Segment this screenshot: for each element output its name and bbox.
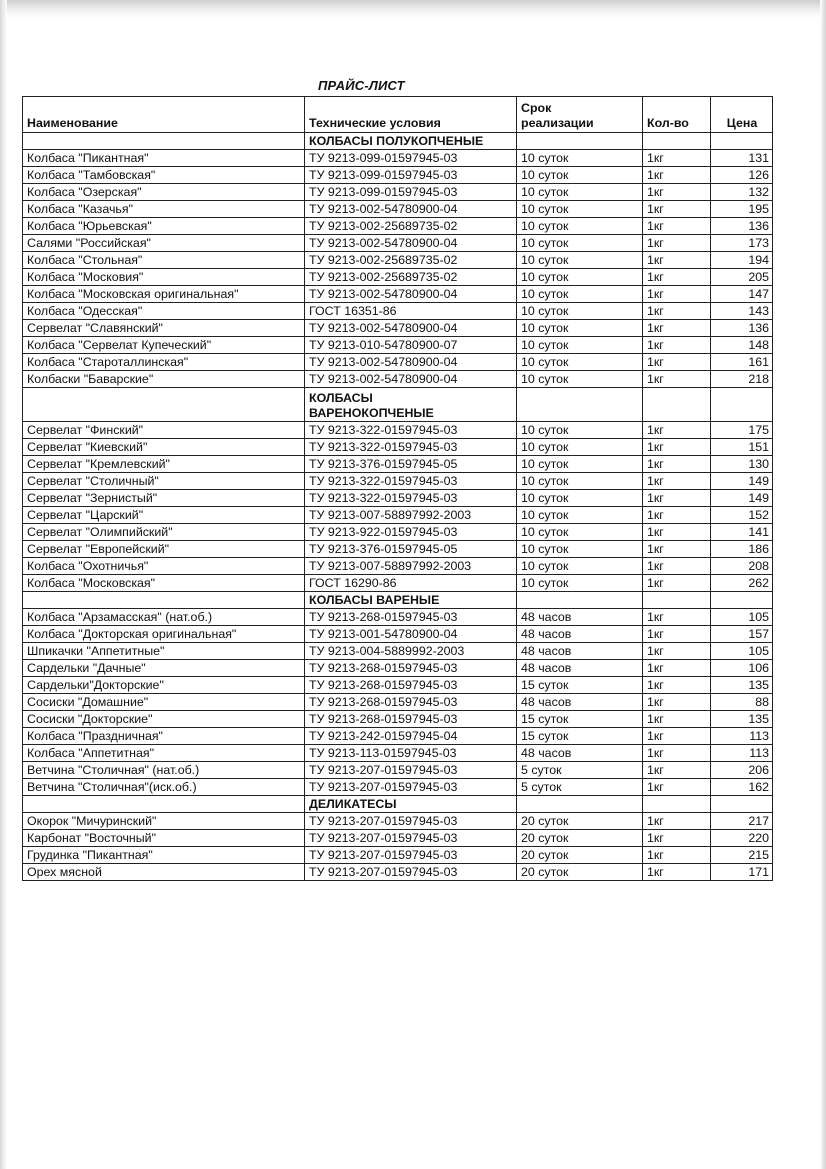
table-row bbox=[23, 507, 773, 524]
product-price: 126 bbox=[711, 167, 773, 184]
section-empty-cell bbox=[643, 592, 711, 609]
section-empty-cell bbox=[517, 388, 643, 422]
product-term: 20 суток bbox=[517, 864, 643, 881]
section-empty-cell bbox=[23, 796, 305, 813]
product-name: Сосиски "Домашние" bbox=[23, 694, 305, 711]
product-qty: 1кг bbox=[643, 167, 711, 184]
section-title bbox=[305, 796, 517, 813]
product-name: Сосиски "Докторские" bbox=[23, 711, 305, 728]
section-empty-cell bbox=[711, 133, 773, 150]
product-qty: 1кг bbox=[643, 201, 711, 218]
product-term: 10 суток bbox=[517, 252, 643, 269]
section-empty-cell bbox=[711, 796, 773, 813]
product-spec: ТУ 9213-322-01597945-03 bbox=[305, 422, 517, 439]
product-name: Сервелат "Киевский" bbox=[23, 439, 305, 456]
table-row bbox=[23, 762, 773, 779]
table-row bbox=[23, 524, 773, 541]
product-term: 10 суток bbox=[517, 337, 643, 354]
product-term: 48 часов bbox=[517, 643, 643, 660]
product-qty: 1кг bbox=[643, 490, 711, 507]
product-name: Сервелат "Финский" bbox=[23, 422, 305, 439]
product-term: 10 суток bbox=[517, 541, 643, 558]
product-spec: ТУ 9213-099-01597945-03 bbox=[305, 150, 517, 167]
product-term: 20 суток bbox=[517, 813, 643, 830]
product-name: Карбонат "Восточный" bbox=[23, 830, 305, 847]
product-price: 113 bbox=[711, 745, 773, 762]
product-spec: ТУ 9213-010-54780900-07 bbox=[305, 337, 517, 354]
product-price: 186 bbox=[711, 541, 773, 558]
table-row bbox=[23, 677, 773, 694]
table-row bbox=[23, 711, 773, 728]
table-row bbox=[23, 201, 773, 218]
product-qty: 1кг bbox=[643, 371, 711, 388]
table-row bbox=[23, 371, 773, 388]
product-price: 162 bbox=[711, 779, 773, 796]
table-row bbox=[23, 337, 773, 354]
product-price: 130 bbox=[711, 456, 773, 473]
product-term: 10 суток bbox=[517, 320, 643, 337]
table-row bbox=[23, 456, 773, 473]
product-name: Сардельки "Дачные" bbox=[23, 660, 305, 677]
product-name: Ветчина "Столичная" (нат.об.) bbox=[23, 762, 305, 779]
section-empty-cell bbox=[517, 796, 643, 813]
product-price: 136 bbox=[711, 218, 773, 235]
product-name: Орех мясной bbox=[23, 864, 305, 881]
product-price: 131 bbox=[711, 150, 773, 167]
product-term: 10 суток bbox=[517, 473, 643, 490]
table-row bbox=[23, 813, 773, 830]
product-name: Сардельки"Докторские" bbox=[23, 677, 305, 694]
product-price: 143 bbox=[711, 303, 773, 320]
product-spec: ТУ 9213-922-01597945-03 bbox=[305, 524, 517, 541]
product-price: 88 bbox=[711, 694, 773, 711]
product-name: Колбаса "Юрьевская" bbox=[23, 218, 305, 235]
product-qty: 1кг bbox=[643, 575, 711, 592]
product-term: 10 суток bbox=[517, 303, 643, 320]
table-row bbox=[23, 626, 773, 643]
table-row bbox=[23, 184, 773, 201]
product-price: 173 bbox=[711, 235, 773, 252]
product-qty: 1кг bbox=[643, 252, 711, 269]
product-term: 10 суток bbox=[517, 269, 643, 286]
product-price: 171 bbox=[711, 864, 773, 881]
section-empty-cell bbox=[23, 388, 305, 422]
product-price: 157 bbox=[711, 626, 773, 643]
product-qty: 1кг bbox=[643, 150, 711, 167]
product-price: 147 bbox=[711, 286, 773, 303]
table-row bbox=[23, 422, 773, 439]
product-name: Колбаса "Тамбовская" bbox=[23, 167, 305, 184]
product-name: Сервелат "Славянский" bbox=[23, 320, 305, 337]
table-row bbox=[23, 320, 773, 337]
product-price: 135 bbox=[711, 711, 773, 728]
product-spec: ТУ 9213-376-01597945-05 bbox=[305, 456, 517, 473]
product-price: 175 bbox=[711, 422, 773, 439]
product-qty: 1кг bbox=[643, 541, 711, 558]
product-qty: 1кг bbox=[643, 456, 711, 473]
product-price: 105 bbox=[711, 643, 773, 660]
product-term: 48 часов bbox=[517, 626, 643, 643]
product-spec: ТУ 9213-207-01597945-03 bbox=[305, 847, 517, 864]
price-table-body bbox=[23, 97, 773, 881]
product-term: 10 суток bbox=[517, 507, 643, 524]
product-qty: 1кг bbox=[643, 422, 711, 439]
section-title bbox=[305, 388, 517, 422]
table-row bbox=[23, 354, 773, 371]
table-row bbox=[23, 269, 773, 286]
table-row bbox=[23, 473, 773, 490]
product-name: Колбаса "Московская оригинальная" bbox=[23, 286, 305, 303]
product-qty: 1кг bbox=[643, 184, 711, 201]
product-name: Колбаса "Московская" bbox=[23, 575, 305, 592]
product-spec: ГОСТ 16351-86 bbox=[305, 303, 517, 320]
product-spec: ТУ 9213-007-58897992-2003 bbox=[305, 558, 517, 575]
product-term: 48 часов bbox=[517, 694, 643, 711]
product-spec: ТУ 9213-007-58897992-2003 bbox=[305, 507, 517, 524]
product-price: 141 bbox=[711, 524, 773, 541]
product-name: Окорок "Мичуринский" bbox=[23, 813, 305, 830]
product-price: 149 bbox=[711, 473, 773, 490]
table-row bbox=[23, 490, 773, 507]
product-term: 10 суток bbox=[517, 218, 643, 235]
product-qty: 1кг bbox=[643, 303, 711, 320]
table-row bbox=[23, 643, 773, 660]
table-row bbox=[23, 235, 773, 252]
product-qty: 1кг bbox=[643, 507, 711, 524]
product-name: Колбаса "Сервелат Купеческий" bbox=[23, 337, 305, 354]
product-qty: 1кг bbox=[643, 643, 711, 660]
table-row bbox=[23, 864, 773, 881]
table-row bbox=[23, 609, 773, 626]
section-empty-cell bbox=[517, 133, 643, 150]
table-row bbox=[23, 286, 773, 303]
product-name: Сервелат "Кремлевский" bbox=[23, 456, 305, 473]
product-spec: ТУ 9213-001-54780900-04 bbox=[305, 626, 517, 643]
product-price: 208 bbox=[711, 558, 773, 575]
product-spec: ТУ 9213-002-54780900-04 bbox=[305, 201, 517, 218]
product-price: 161 bbox=[711, 354, 773, 371]
table-row bbox=[23, 252, 773, 269]
header-name: Наименование bbox=[23, 97, 305, 133]
product-name: Колбаса "Казачья" bbox=[23, 201, 305, 218]
product-term: 10 суток bbox=[517, 371, 643, 388]
product-spec: ТУ 9213-268-01597945-03 bbox=[305, 677, 517, 694]
table-row bbox=[23, 830, 773, 847]
section-empty-cell bbox=[23, 592, 305, 609]
product-price: 215 bbox=[711, 847, 773, 864]
product-spec: ТУ 9213-207-01597945-03 bbox=[305, 762, 517, 779]
product-qty: 1кг bbox=[643, 609, 711, 626]
product-qty: 1кг bbox=[643, 286, 711, 303]
table-row bbox=[23, 575, 773, 592]
product-name: Грудинка "Пикантная" bbox=[23, 847, 305, 864]
product-term: 10 суток bbox=[517, 167, 643, 184]
product-spec: ТУ 9213-207-01597945-03 bbox=[305, 779, 517, 796]
product-spec: ТУ 9213-322-01597945-03 bbox=[305, 439, 517, 456]
product-spec: ТУ 9213-268-01597945-03 bbox=[305, 609, 517, 626]
product-spec: ТУ 9213-322-01597945-03 bbox=[305, 490, 517, 507]
product-name: Колбаса "Стольная" bbox=[23, 252, 305, 269]
product-term: 10 суток bbox=[517, 524, 643, 541]
product-spec: ТУ 9213-002-25689735-02 bbox=[305, 269, 517, 286]
product-spec: ТУ 9213-004-5889992-2003 bbox=[305, 643, 517, 660]
product-spec: ТУ 9213-322-01597945-03 bbox=[305, 473, 517, 490]
product-price: 135 bbox=[711, 677, 773, 694]
product-name: Колбаса "Докторская оригинальная" bbox=[23, 626, 305, 643]
product-term: 10 суток bbox=[517, 354, 643, 371]
product-term: 10 суток bbox=[517, 558, 643, 575]
header-term-line1: Срок bbox=[521, 101, 552, 115]
product-spec: ТУ 9213-002-54780900-04 bbox=[305, 235, 517, 252]
product-name: Колбаса "Одесская" bbox=[23, 303, 305, 320]
product-qty: 1кг bbox=[643, 762, 711, 779]
product-price: 206 bbox=[711, 762, 773, 779]
product-price: 151 bbox=[711, 439, 773, 456]
product-name: Колбаса "Староталлинская" bbox=[23, 354, 305, 371]
product-name: Сервелат "Царский" bbox=[23, 507, 305, 524]
product-name: Сервелат "Олимпийский" bbox=[23, 524, 305, 541]
scan-shadow-top bbox=[0, 0, 826, 18]
product-name: Ветчина "Столичная"(иск.об.) bbox=[23, 779, 305, 796]
table-row bbox=[23, 439, 773, 456]
product-spec: ТУ 9213-207-01597945-03 bbox=[305, 830, 517, 847]
table-row bbox=[23, 779, 773, 796]
product-term: 10 суток bbox=[517, 490, 643, 507]
header-term bbox=[517, 97, 643, 133]
product-qty: 1кг bbox=[643, 694, 711, 711]
product-price: 106 bbox=[711, 660, 773, 677]
product-qty: 1кг bbox=[643, 847, 711, 864]
product-term: 15 суток bbox=[517, 711, 643, 728]
product-spec: ТУ 9213-099-01597945-03 bbox=[305, 167, 517, 184]
product-spec: ТУ 9213-002-54780900-04 bbox=[305, 371, 517, 388]
product-term: 48 часов bbox=[517, 745, 643, 762]
section-title bbox=[305, 592, 517, 609]
product-term: 10 суток bbox=[517, 184, 643, 201]
product-price: 217 bbox=[711, 813, 773, 830]
product-name: Колбаса "Аппетитная" bbox=[23, 745, 305, 762]
product-name: Колбаса "Охотничья" bbox=[23, 558, 305, 575]
table-row bbox=[23, 660, 773, 677]
section-title-line: КОЛБАСЫ ПОЛУКОПЧЕНЫЕ bbox=[309, 134, 484, 148]
product-term: 10 суток bbox=[517, 286, 643, 303]
product-qty: 1кг bbox=[643, 779, 711, 796]
product-qty: 1кг bbox=[643, 473, 711, 490]
product-term: 10 суток bbox=[517, 422, 643, 439]
product-name: Колбаса "Московия" bbox=[23, 269, 305, 286]
header-row bbox=[23, 97, 773, 133]
product-spec: ТУ 9213-002-54780900-04 bbox=[305, 286, 517, 303]
scan-shadow-right bbox=[820, 0, 826, 1169]
section-empty-cell bbox=[711, 592, 773, 609]
product-name: Колбаса "Пикантная" bbox=[23, 150, 305, 167]
table-row bbox=[23, 218, 773, 235]
product-term: 48 часов bbox=[517, 660, 643, 677]
product-qty: 1кг bbox=[643, 830, 711, 847]
section-row bbox=[23, 388, 773, 422]
product-spec: ТУ 9213-268-01597945-03 bbox=[305, 660, 517, 677]
product-name: Колбаса "Праздничная" bbox=[23, 728, 305, 745]
scan-shadow-left bbox=[0, 0, 7, 1169]
product-spec: ТУ 9213-207-01597945-03 bbox=[305, 864, 517, 881]
price-table bbox=[22, 96, 773, 881]
product-spec: ТУ 9213-002-25689735-02 bbox=[305, 252, 517, 269]
product-price: 136 bbox=[711, 320, 773, 337]
product-qty: 1кг bbox=[643, 235, 711, 252]
section-title bbox=[305, 133, 517, 150]
product-name: Сервелат "Зернистый" bbox=[23, 490, 305, 507]
product-term: 10 суток bbox=[517, 575, 643, 592]
section-row bbox=[23, 592, 773, 609]
product-spec: ТУ 9213-113-01597945-03 bbox=[305, 745, 517, 762]
section-title-line: ДЕЛИКАТЕСЫ bbox=[309, 797, 397, 811]
product-term: 20 суток bbox=[517, 847, 643, 864]
product-term: 15 суток bbox=[517, 728, 643, 745]
product-spec: ТУ 9213-207-01597945-03 bbox=[305, 813, 517, 830]
table-row bbox=[23, 303, 773, 320]
product-term: 10 суток bbox=[517, 235, 643, 252]
table-row bbox=[23, 167, 773, 184]
table-row bbox=[23, 541, 773, 558]
product-spec: ТУ 9213-002-25689735-02 bbox=[305, 218, 517, 235]
product-name: Шпикачки "Аппетитные" bbox=[23, 643, 305, 660]
product-spec: ТУ 9213-376-01597945-05 bbox=[305, 541, 517, 558]
product-term: 10 суток bbox=[517, 439, 643, 456]
product-term: 48 часов bbox=[517, 609, 643, 626]
section-title-line: ВАРЕНОКОПЧЕНЫЕ bbox=[309, 406, 434, 420]
product-qty: 1кг bbox=[643, 864, 711, 881]
product-qty: 1кг bbox=[643, 524, 711, 541]
product-qty: 1кг bbox=[643, 320, 711, 337]
product-qty: 1кг bbox=[643, 354, 711, 371]
product-qty: 1кг bbox=[643, 711, 711, 728]
product-qty: 1кг bbox=[643, 337, 711, 354]
product-qty: 1кг bbox=[643, 660, 711, 677]
product-price: 105 bbox=[711, 609, 773, 626]
product-price: 132 bbox=[711, 184, 773, 201]
product-term: 10 суток bbox=[517, 456, 643, 473]
product-term: 15 суток bbox=[517, 677, 643, 694]
product-price: 195 bbox=[711, 201, 773, 218]
product-name: Колбаса "Озерская" bbox=[23, 184, 305, 201]
product-qty: 1кг bbox=[643, 728, 711, 745]
table-row bbox=[23, 745, 773, 762]
product-qty: 1кг bbox=[643, 558, 711, 575]
product-term: 20 суток bbox=[517, 830, 643, 847]
header-term-line2: реализации bbox=[521, 116, 594, 130]
product-qty: 1кг bbox=[643, 745, 711, 762]
product-qty: 1кг bbox=[643, 439, 711, 456]
section-empty-cell bbox=[711, 388, 773, 422]
header-qty: Кол-во bbox=[643, 97, 711, 133]
section-empty-cell bbox=[517, 592, 643, 609]
table-row bbox=[23, 694, 773, 711]
product-term: 5 суток bbox=[517, 779, 643, 796]
product-term: 10 суток bbox=[517, 150, 643, 167]
product-price: 152 bbox=[711, 507, 773, 524]
product-qty: 1кг bbox=[643, 269, 711, 286]
product-spec: ГОСТ 16290-86 bbox=[305, 575, 517, 592]
product-name: Салями "Российская" bbox=[23, 235, 305, 252]
section-row bbox=[23, 796, 773, 813]
product-price: 262 bbox=[711, 575, 773, 592]
product-price: 218 bbox=[711, 371, 773, 388]
product-spec: ТУ 9213-099-01597945-03 bbox=[305, 184, 517, 201]
product-term: 5 суток bbox=[517, 762, 643, 779]
product-qty: 1кг bbox=[643, 813, 711, 830]
section-title-line: КОЛБАСЫ bbox=[309, 391, 373, 405]
table-row bbox=[23, 150, 773, 167]
section-row bbox=[23, 133, 773, 150]
section-title-line: КОЛБАСЫ ВАРЕНЫЕ bbox=[309, 593, 440, 607]
document-title: ПРАЙС-ЛИСТ bbox=[318, 78, 405, 93]
header-spec: Технические условия bbox=[305, 97, 517, 133]
table-row bbox=[23, 558, 773, 575]
table-row bbox=[23, 728, 773, 745]
section-empty-cell bbox=[23, 133, 305, 150]
product-qty: 1кг bbox=[643, 626, 711, 643]
product-name: Колбаски "Баварские" bbox=[23, 371, 305, 388]
product-price: 113 bbox=[711, 728, 773, 745]
table-row bbox=[23, 847, 773, 864]
product-term: 10 суток bbox=[517, 201, 643, 218]
product-name: Сервелат "Европейский" bbox=[23, 541, 305, 558]
product-spec: ТУ 9213-242-01597945-04 bbox=[305, 728, 517, 745]
section-empty-cell bbox=[643, 133, 711, 150]
product-qty: 1кг bbox=[643, 218, 711, 235]
product-name: Сервелат "Столичный" bbox=[23, 473, 305, 490]
product-price: 220 bbox=[711, 830, 773, 847]
product-price: 205 bbox=[711, 269, 773, 286]
product-spec: ТУ 9213-268-01597945-03 bbox=[305, 711, 517, 728]
product-spec: ТУ 9213-002-54780900-04 bbox=[305, 354, 517, 371]
header-price: Цена bbox=[711, 97, 773, 133]
section-empty-cell bbox=[643, 388, 711, 422]
product-spec: ТУ 9213-268-01597945-03 bbox=[305, 694, 517, 711]
product-price: 194 bbox=[711, 252, 773, 269]
product-price: 148 bbox=[711, 337, 773, 354]
product-qty: 1кг bbox=[643, 677, 711, 694]
product-price: 149 bbox=[711, 490, 773, 507]
product-name: Колбаса "Арзамасская" (нат.об.) bbox=[23, 609, 305, 626]
section-empty-cell bbox=[643, 796, 711, 813]
product-spec: ТУ 9213-002-54780900-04 bbox=[305, 320, 517, 337]
